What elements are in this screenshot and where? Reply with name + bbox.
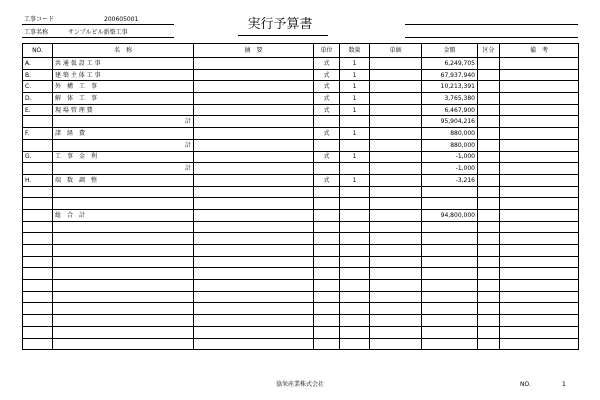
cell-description [194, 221, 314, 233]
cell-unit [314, 116, 340, 128]
col-header-remarks: 備 考 [500, 44, 579, 58]
cell-name: 計 [53, 139, 194, 151]
cell-quantity [340, 303, 370, 315]
cell-description [194, 93, 314, 105]
cell-amount [422, 291, 478, 303]
cell-amount: -1,000 [422, 163, 478, 175]
col-header-unit-price: 単価 [370, 44, 422, 58]
cell-description [194, 326, 314, 338]
col-header-unit: 単位 [314, 44, 340, 58]
cell-unit-price [370, 291, 422, 303]
cell-unit-price [370, 163, 422, 175]
header-blank-line-2 [405, 37, 578, 38]
table-row [23, 163, 579, 175]
construction-name-label: 工事名称 [24, 29, 49, 36]
cell-remarks [500, 139, 579, 151]
cell-category [478, 104, 500, 116]
cell-unit: 式 [314, 151, 340, 163]
cell-unit [314, 233, 340, 245]
cell-remarks [500, 315, 579, 327]
cell-description [194, 116, 314, 128]
cell-name [53, 186, 194, 198]
cell-name: 建 築 主 体 工 事 [53, 69, 194, 81]
cell-no [23, 163, 53, 175]
cell-unit [314, 209, 340, 221]
cell-amount [422, 245, 478, 257]
cell-amount: 3,765,380 [422, 93, 478, 105]
cell-unit-price [370, 93, 422, 105]
table-row [23, 93, 579, 105]
cell-description [194, 128, 314, 140]
cell-remarks [500, 151, 579, 163]
cell-unit-price [370, 245, 422, 257]
cell-remarks [500, 104, 579, 116]
cell-unit: 式 [314, 128, 340, 140]
table-header-row [23, 44, 579, 58]
cell-description [194, 104, 314, 116]
cell-unit-price [370, 303, 422, 315]
cell-amount [422, 303, 478, 315]
cell-quantity [340, 256, 370, 268]
cell-no [23, 116, 53, 128]
cell-amount [422, 280, 478, 292]
cell-category [478, 233, 500, 245]
cell-unit [314, 163, 340, 175]
cell-name [53, 256, 194, 268]
cell-name [53, 338, 194, 350]
cell-remarks [500, 128, 579, 140]
cell-remarks [500, 186, 579, 198]
cell-name: 解 体 工 事 [53, 93, 194, 105]
construction-code-value: 200605001 [104, 16, 139, 23]
cell-quantity [340, 268, 370, 280]
cell-description [194, 58, 314, 70]
cell-description [194, 280, 314, 292]
cell-remarks [500, 233, 579, 245]
cell-name [53, 245, 194, 257]
cell-quantity: 1 [340, 174, 370, 186]
cell-category [478, 128, 500, 140]
cell-no [23, 326, 53, 338]
cell-no: G. [23, 151, 53, 163]
cell-quantity [340, 116, 370, 128]
table-row [23, 186, 579, 198]
cell-category [478, 291, 500, 303]
cell-description [194, 315, 314, 327]
cell-quantity: 1 [340, 69, 370, 81]
cell-description [194, 256, 314, 268]
cell-name: 諸 経 費 [53, 128, 194, 140]
cell-description [194, 174, 314, 186]
cell-no [23, 198, 53, 210]
cell-name [53, 291, 194, 303]
cell-unit: 式 [314, 69, 340, 81]
cell-quantity [340, 280, 370, 292]
cell-amount: 95,904,216 [422, 116, 478, 128]
cell-amount [422, 221, 478, 233]
cell-name [53, 280, 194, 292]
cell-amount: 880,000 [422, 139, 478, 151]
col-header-name: 名 称 [53, 44, 194, 58]
cell-remarks [500, 116, 579, 128]
cell-no: E. [23, 104, 53, 116]
cell-remarks [500, 198, 579, 210]
cell-unit-price [370, 315, 422, 327]
cell-unit-price [370, 139, 422, 151]
table-row [23, 69, 579, 81]
cell-amount [422, 256, 478, 268]
estimate-table [22, 43, 579, 350]
cell-name: 共 通 仮 設 工 事 [53, 58, 194, 70]
cell-quantity: 1 [340, 128, 370, 140]
cell-quantity [340, 233, 370, 245]
cell-remarks [500, 174, 579, 186]
table-row [23, 104, 579, 116]
cell-no: H. [23, 174, 53, 186]
table-row [23, 233, 579, 245]
cell-unit [314, 326, 340, 338]
cell-no [23, 245, 53, 257]
cell-description [194, 69, 314, 81]
cell-unit [314, 315, 340, 327]
cell-unit-price [370, 221, 422, 233]
cell-amount: 10,213,391 [422, 81, 478, 93]
cell-quantity: 1 [340, 104, 370, 116]
cell-amount: -1,000 [422, 151, 478, 163]
cell-quantity: 1 [340, 81, 370, 93]
cell-category [478, 151, 500, 163]
cell-category [478, 81, 500, 93]
cell-remarks [500, 69, 579, 81]
cell-amount [422, 268, 478, 280]
cell-name: 外 構 工 事 [53, 81, 194, 93]
col-header-category: 区分 [478, 44, 500, 58]
cell-no [23, 291, 53, 303]
cell-category [478, 209, 500, 221]
cell-unit: 式 [314, 93, 340, 105]
cell-quantity [340, 209, 370, 221]
cell-category [478, 69, 500, 81]
cell-remarks [500, 81, 579, 93]
cell-amount: 94,800,000 [422, 209, 478, 221]
cell-unit-price [370, 128, 422, 140]
cell-quantity: 1 [340, 93, 370, 105]
cell-remarks [500, 93, 579, 105]
cell-amount [422, 186, 478, 198]
cell-remarks [500, 209, 579, 221]
cell-category [478, 198, 500, 210]
table-row [23, 256, 579, 268]
cell-unit [314, 256, 340, 268]
cell-name [53, 303, 194, 315]
cell-unit [314, 291, 340, 303]
cell-category [478, 58, 500, 70]
cell-quantity: 1 [340, 151, 370, 163]
company-name: 協栄産業株式会社 [275, 381, 324, 388]
cell-name: 計 [53, 116, 194, 128]
cell-amount: 6,249,705 [422, 58, 478, 70]
cell-quantity [340, 221, 370, 233]
cell-description [194, 245, 314, 257]
col-header-no: NO. [23, 44, 53, 58]
cell-category [478, 280, 500, 292]
header-blank-line-1 [405, 24, 578, 25]
table-row [23, 245, 579, 257]
cell-unit-price [370, 338, 422, 350]
cell-no [23, 268, 53, 280]
cell-remarks [500, 221, 579, 233]
construction-code-label: 工事コード [24, 16, 55, 23]
cell-name: 計 [53, 163, 194, 175]
cell-unit: 式 [314, 81, 340, 93]
cell-category [478, 256, 500, 268]
cell-description [194, 233, 314, 245]
header-underline-name [22, 37, 174, 38]
cell-no: C. [23, 81, 53, 93]
cell-quantity [340, 291, 370, 303]
cell-category [478, 326, 500, 338]
cell-name [53, 315, 194, 327]
cell-unit-price [370, 58, 422, 70]
cell-unit-price [370, 280, 422, 292]
cell-category [478, 303, 500, 315]
cell-no: A. [23, 58, 53, 70]
cell-remarks [500, 58, 579, 70]
cell-no [23, 315, 53, 327]
cell-unit-price [370, 151, 422, 163]
cell-remarks [500, 291, 579, 303]
cell-unit-price [370, 233, 422, 245]
cell-unit [314, 245, 340, 257]
cell-unit [314, 338, 340, 350]
table-row [23, 303, 579, 315]
construction-name-value: サンプルビル新築工事 [68, 29, 128, 36]
cell-amount: 67,937,940 [422, 69, 478, 81]
cell-name: 端 数 調 整 [53, 174, 194, 186]
cell-category [478, 139, 500, 151]
cell-category [478, 315, 500, 327]
cell-amount [422, 233, 478, 245]
cell-unit [314, 268, 340, 280]
cell-remarks [500, 256, 579, 268]
cell-quantity [340, 186, 370, 198]
cell-amount [422, 198, 478, 210]
table-row [23, 128, 579, 140]
cell-category [478, 93, 500, 105]
cell-amount [422, 315, 478, 327]
cell-unit-price [370, 268, 422, 280]
cell-remarks [500, 245, 579, 257]
cell-unit: 式 [314, 58, 340, 70]
cell-unit [314, 280, 340, 292]
col-header-description: 摘 要 [194, 44, 314, 58]
cell-description [194, 151, 314, 163]
cell-category [478, 116, 500, 128]
cell-unit-price [370, 326, 422, 338]
cell-unit-price [370, 198, 422, 210]
table-row [23, 139, 579, 151]
cell-name: 総 合 計 [53, 209, 194, 221]
table-row [23, 221, 579, 233]
cell-unit [314, 186, 340, 198]
cell-no [23, 256, 53, 268]
cell-unit-price [370, 256, 422, 268]
cell-quantity [340, 139, 370, 151]
cell-unit-price [370, 69, 422, 81]
cell-name [53, 198, 194, 210]
cell-no [23, 338, 53, 350]
cell-amount [422, 326, 478, 338]
cell-quantity [340, 326, 370, 338]
cell-description [194, 186, 314, 198]
table-row [23, 326, 579, 338]
cell-unit [314, 221, 340, 233]
cell-no [23, 186, 53, 198]
cell-no [23, 303, 53, 315]
cell-description [194, 198, 314, 210]
cell-remarks [500, 338, 579, 350]
cell-amount: 880,000 [422, 128, 478, 140]
table-row [23, 151, 579, 163]
cell-name [53, 221, 194, 233]
document-title: 実行予算書 [247, 17, 313, 32]
cell-description [194, 209, 314, 221]
cell-quantity [340, 163, 370, 175]
cell-no [23, 280, 53, 292]
cell-description [194, 139, 314, 151]
table-row [23, 280, 579, 292]
cell-category [478, 338, 500, 350]
cell-category [478, 245, 500, 257]
table-row [23, 315, 579, 327]
cell-description [194, 303, 314, 315]
cell-no: B. [23, 69, 53, 81]
table-row [23, 174, 579, 186]
cell-remarks [500, 326, 579, 338]
cell-name [53, 233, 194, 245]
cell-quantity [340, 198, 370, 210]
col-header-quantity: 数量 [340, 44, 370, 58]
cell-remarks [500, 280, 579, 292]
cell-remarks [500, 303, 579, 315]
cell-quantity [340, 245, 370, 257]
cell-description [194, 163, 314, 175]
page-number: 1 [562, 381, 566, 388]
cell-name [53, 268, 194, 280]
cell-description [194, 338, 314, 350]
cell-description [194, 291, 314, 303]
cell-unit-price [370, 81, 422, 93]
cell-quantity: 1 [340, 58, 370, 70]
cell-remarks [500, 163, 579, 175]
cell-category [478, 163, 500, 175]
cell-unit [314, 139, 340, 151]
cell-no: D. [23, 93, 53, 105]
title-underline [238, 35, 328, 36]
cell-no [23, 221, 53, 233]
cell-category [478, 186, 500, 198]
cell-no [23, 209, 53, 221]
cell-unit-price [370, 209, 422, 221]
cell-name: 現 場 管 理 費 [53, 104, 194, 116]
cell-unit-price [370, 186, 422, 198]
cell-unit: 式 [314, 174, 340, 186]
cell-unit [314, 303, 340, 315]
cell-no [23, 139, 53, 151]
table-row [23, 116, 579, 128]
cell-category [478, 268, 500, 280]
cell-description [194, 81, 314, 93]
cell-unit-price [370, 116, 422, 128]
table-row [23, 198, 579, 210]
table-row [23, 81, 579, 93]
cell-remarks [500, 268, 579, 280]
cell-no: F. [23, 128, 53, 140]
table-row [23, 268, 579, 280]
cell-unit: 式 [314, 104, 340, 116]
cell-unit [314, 198, 340, 210]
cell-unit-price [370, 174, 422, 186]
cell-name: 工 事 金 利 [53, 151, 194, 163]
cell-category [478, 174, 500, 186]
cell-category [478, 221, 500, 233]
page-number-label: NO. [520, 381, 531, 388]
cell-no [23, 233, 53, 245]
cell-quantity [340, 338, 370, 350]
col-header-amount: 金額 [422, 44, 478, 58]
cell-amount [422, 338, 478, 350]
cell-amount: 6,467,900 [422, 104, 478, 116]
cell-quantity [340, 315, 370, 327]
cell-name [53, 326, 194, 338]
header-underline-code [22, 24, 174, 25]
table-row [23, 338, 579, 350]
table-row [23, 209, 579, 221]
cell-unit-price [370, 104, 422, 116]
table-row [23, 291, 579, 303]
cell-amount: -3,216 [422, 174, 478, 186]
cell-description [194, 268, 314, 280]
table-row [23, 58, 579, 70]
